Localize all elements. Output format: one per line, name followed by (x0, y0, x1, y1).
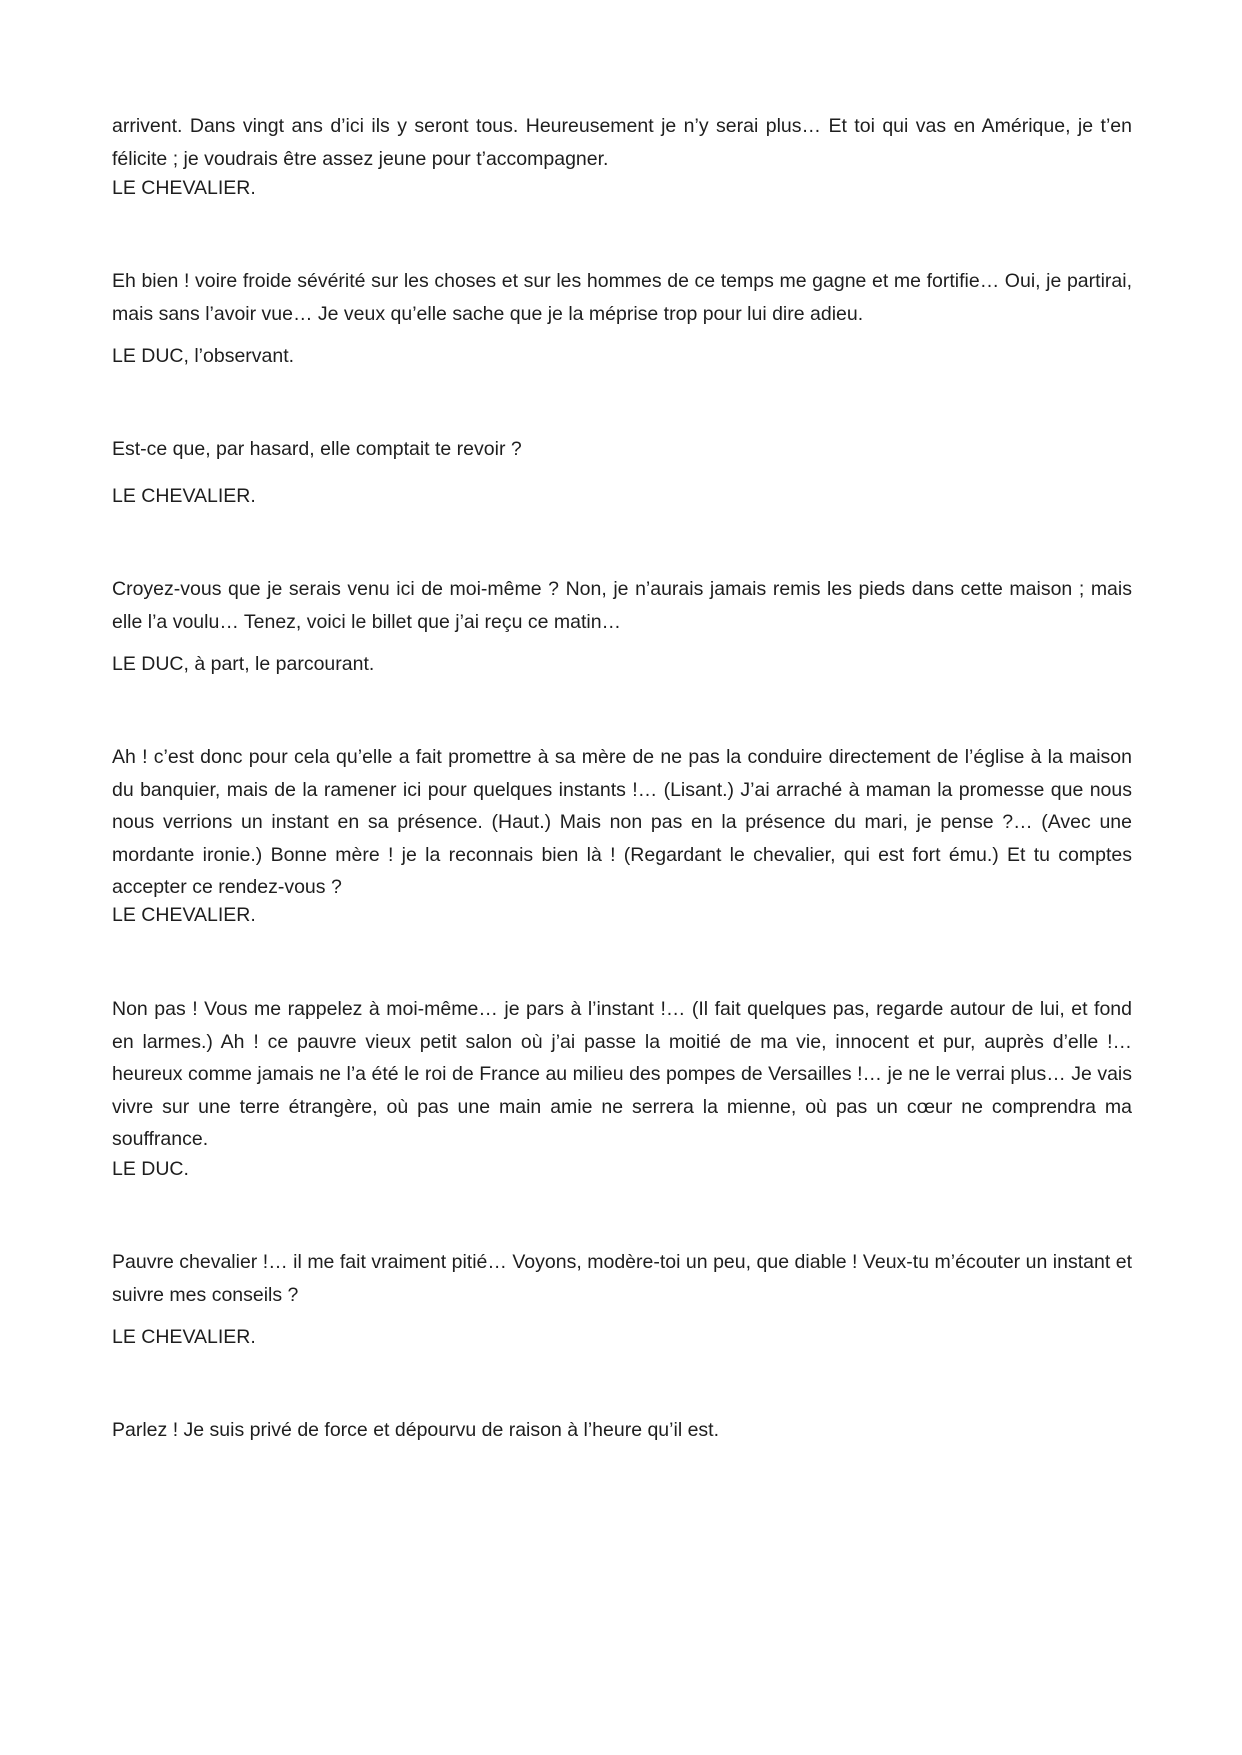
dialogue-paragraph: arrivent. Dans vingt ans d’ici ils y seront tous. Heureusement je n’y serai plus… Et toi qui vas en Amérique, je t’en félicite ; je voudrais être assez jeune pour t’accompagner. (112, 115, 1132, 170)
dialogue-paragraph: Ah ! c’est donc pour cela qu’elle a fait promettre à sa mère de ne pas la conduire directement de l’église à la maison du banquier, mais de la ramener ici pour quelques instants !… (Lisant.) J’ai arraché à maman la promesse que nous nous verrions un instant en sa présence. (Haut.) Mais non pas en la présence du mari, je pense ?… (Avec une mordante ironie.) Bonne mère ! je la reconnais bien là ! (Regardant le chevalier, qui est fort ému.) Et tu comptes accepter ce rendez-vous ? (112, 746, 1132, 898)
speaker-name: LE CHEVALIER. (112, 177, 256, 199)
dialogue-paragraph: Croyez-vous que je serais venu ici de moi-même ? Non, je n’aurais jamais remis les pieds dans cette maison ; mais elle l’a voulu… Tenez, voici le billet que j’ai reçu ce matin… (112, 578, 1132, 633)
speaker-name: LE DUC, à part, le parcourant. (112, 653, 375, 675)
speaker-name: LE CHEVALIER. (112, 485, 256, 507)
dialogue-paragraph: Pauvre chevalier !… il me fait vraiment pitié… Voyons, modère-toi un peu, que diable ! Veux-tu m’écouter un instant et suivre mes conseils ? (112, 1251, 1132, 1306)
speaker-name: LE DUC. (112, 1158, 189, 1180)
dialogue-paragraph: Parlez ! Je suis privé de force et dépourvu de raison à l’heure qu’il est. (112, 1419, 719, 1441)
dialogue-paragraph: Eh bien ! voire froide sévérité sur les choses et sur les hommes de ce temps me gagne et me fortifie… Oui, je partirai, mais sans l’avoir vue… Je veux qu’elle sache que je la méprise trop pour lui dire adieu. (112, 270, 1132, 325)
speaker-name: LE CHEVALIER. (112, 904, 256, 926)
dialogue-paragraph: Est-ce que, par hasard, elle comptait te revoir ? (112, 438, 522, 460)
speaker-name: LE CHEVALIER. (112, 1326, 256, 1348)
dialogue-paragraph: Non pas ! Vous me rappelez à moi-même… je pars à l’instant !… (Il fait quelques pas, regarde autour de lui, et fond en larmes.) Ah ! ce pauvre vieux petit salon où j’ai passe la moitié de ma vie, innocent et pur, auprès d’elle !… heureux comme jamais ne l’a été le roi de France au milieu des pompes de Versailles !… je ne le verrai plus… Je vais vivre sur une terre étrangère, où pas une main amie ne serrera la mienne, où pas un cœur ne comprendra ma souffrance. (112, 998, 1132, 1150)
speaker-name: LE DUC, l’observant. (112, 345, 295, 367)
